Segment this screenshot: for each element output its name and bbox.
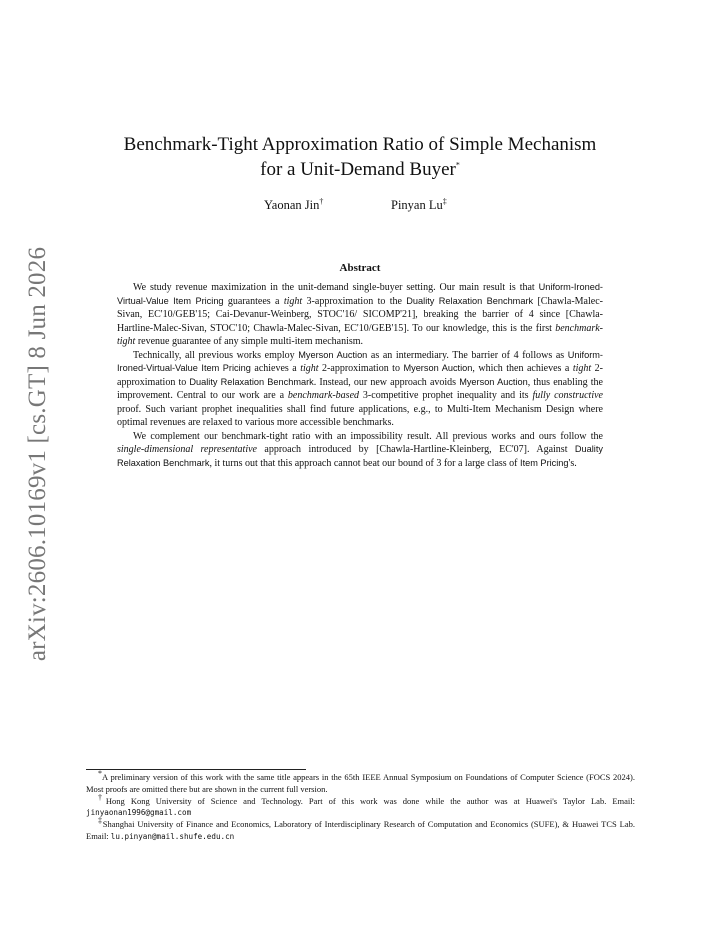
mechanism-term: Duality Relaxation Benchmark xyxy=(117,444,603,468)
footnote-3 xyxy=(86,816,635,843)
abstract-paragraph-2 xyxy=(117,349,603,430)
abstract-text: achieves a xyxy=(250,363,301,374)
paper-title-line2 xyxy=(90,157,630,182)
email-address[interactable]: lu.pinyan@mail.shufe.edu.cn xyxy=(110,831,235,841)
author-name xyxy=(391,198,447,213)
title-line2-text: for a Unit-Demand Buyer xyxy=(260,159,456,180)
abstract-text: approach introduced by [Chawla-Hartline-Kleinberg, EC'07]. Against xyxy=(256,444,575,455)
mechanism-term: Duality Relaxation Benchmark xyxy=(189,376,314,387)
abstract-text: as an intermediary. The barrier of 4 follows as xyxy=(367,349,568,361)
arxiv-identifier: arXiv:2606.10169v1 [cs.GT] 8 Jun 2026 xyxy=(24,246,51,662)
author-1-mark: † xyxy=(319,196,324,206)
abstract-heading: Abstract xyxy=(339,262,381,274)
abstract-text: 2-approximation to xyxy=(318,363,404,374)
footnotes xyxy=(86,769,636,843)
mechanism-term: Myerson Auction xyxy=(403,363,473,373)
abstract-text: 2-approximation to xyxy=(117,363,603,388)
title-footnote-mark: * xyxy=(455,160,460,170)
footnote-2 xyxy=(86,792,636,820)
mechanism-term: Duality Relaxation Benchmark xyxy=(406,295,534,306)
abstract-text: , which then achieves a xyxy=(472,363,573,374)
emphasis-term: benchmark-based xyxy=(287,390,360,401)
author-1-name: Yaonan Jin xyxy=(264,198,320,212)
mechanism-term: Uniform-Ironed-Virtual-Value Item Pricing xyxy=(117,282,603,306)
abstract-body xyxy=(117,281,603,470)
emphasis-term: single-dimensional representative xyxy=(117,444,257,455)
abstract-text: guarantees a xyxy=(223,295,284,307)
footnote-mark: † xyxy=(98,792,106,802)
mechanism-term: Myerson Auction xyxy=(459,376,528,387)
footnote-text: Hong Kong University of Science and Technology. Part of this work was done while the author was at Huawei's Taylor Lab. Email: xyxy=(105,795,636,806)
abstract-text: We complement our benchmark-tight ratio with an impossibility result. All previous works and ours follow the xyxy=(133,430,603,442)
author-2-name: Pinyan Lu xyxy=(391,198,443,212)
abstract-paragraph-1 xyxy=(117,281,603,349)
abstract-text: revenue guarantee of any simple multi-item mechanism. xyxy=(135,336,364,347)
footnote-mark: ‡ xyxy=(98,816,103,826)
abstract-text: [Chawla-Malec-Sivan, EC'10/GEB'15; Cai-Devanur-Weinberg, STOC'16/ SICOMP'21], breaking the barrier of 4 since [Chawla-Hartline-Malec-Sivan, STOC'10; Chawla-Malec-Sivan, EC'10/GEB'15]. To our knowledge, this is the first xyxy=(117,295,603,334)
abstract-text: We study revenue maximization in the unit-demand single-buyer setting. Our main result is that xyxy=(133,282,539,293)
title-line1-text: Benchmark-Tight Approximation Ratio of Simple Mechanism xyxy=(123,134,597,155)
emphasis-term: tight xyxy=(572,363,592,374)
email-address[interactable]: jinyaonan1996@gmail.com xyxy=(86,808,192,818)
paper-title-line1 xyxy=(90,132,630,157)
mechanism-term: Myerson Auction xyxy=(298,349,368,360)
abstract-text: 3-approximation to the xyxy=(302,295,407,307)
abstract-text: 3-competitive prophet inequality and its xyxy=(359,390,533,401)
footnote-rule xyxy=(86,769,306,770)
emphasis-term: fully constructive xyxy=(532,390,603,401)
mechanism-term: Uniform-Ironed-Virtual-Value Item Pricing xyxy=(117,349,603,373)
emphasis-term: tight xyxy=(300,363,319,374)
abstract-text: proof. Such variant prophet inequalities shall find future applications, e.g., to Multi-Item Mechanism Design where optimal revenues are relaxed to various more accessible benchmarks. xyxy=(117,403,603,428)
footnote-mark: * xyxy=(98,769,102,779)
mechanism-term: Item Pricing xyxy=(520,457,569,468)
emphasis-term: benchmark-tight xyxy=(117,322,603,347)
footnote-1 xyxy=(86,769,635,796)
abstract-paragraph-3 xyxy=(117,430,603,471)
footnote-text: A preliminary version of this work with the same title appears in the 65th IEEE Annual Symposium on Foundations of Computer Science (FOCS 2024). Most proofs are omitted there but are shown in the current full version. xyxy=(86,772,635,794)
abstract-text: , thus enabling the improvement. Central to our work are a xyxy=(117,376,603,401)
author-name xyxy=(264,198,323,213)
abstract-text: , it turns out that this approach cannot beat our bound of 3 for a large class of xyxy=(209,457,521,469)
abstract-text: Technically, all previous works employ xyxy=(133,349,299,361)
abstract-text: . Instead, our new approach avoids xyxy=(313,376,460,388)
arxiv-sidebar xyxy=(18,246,58,662)
abstract-text: 's. xyxy=(568,457,577,469)
author-2-mark: ‡ xyxy=(442,196,447,206)
emphasis-term: tight xyxy=(283,295,303,307)
footnote-text: Shanghai University of Finance and Economics, Laboratory of Interdisciplinary Research of Computation and Economics (SUFE), & Huawei TCS Lab. Email: xyxy=(86,819,635,841)
